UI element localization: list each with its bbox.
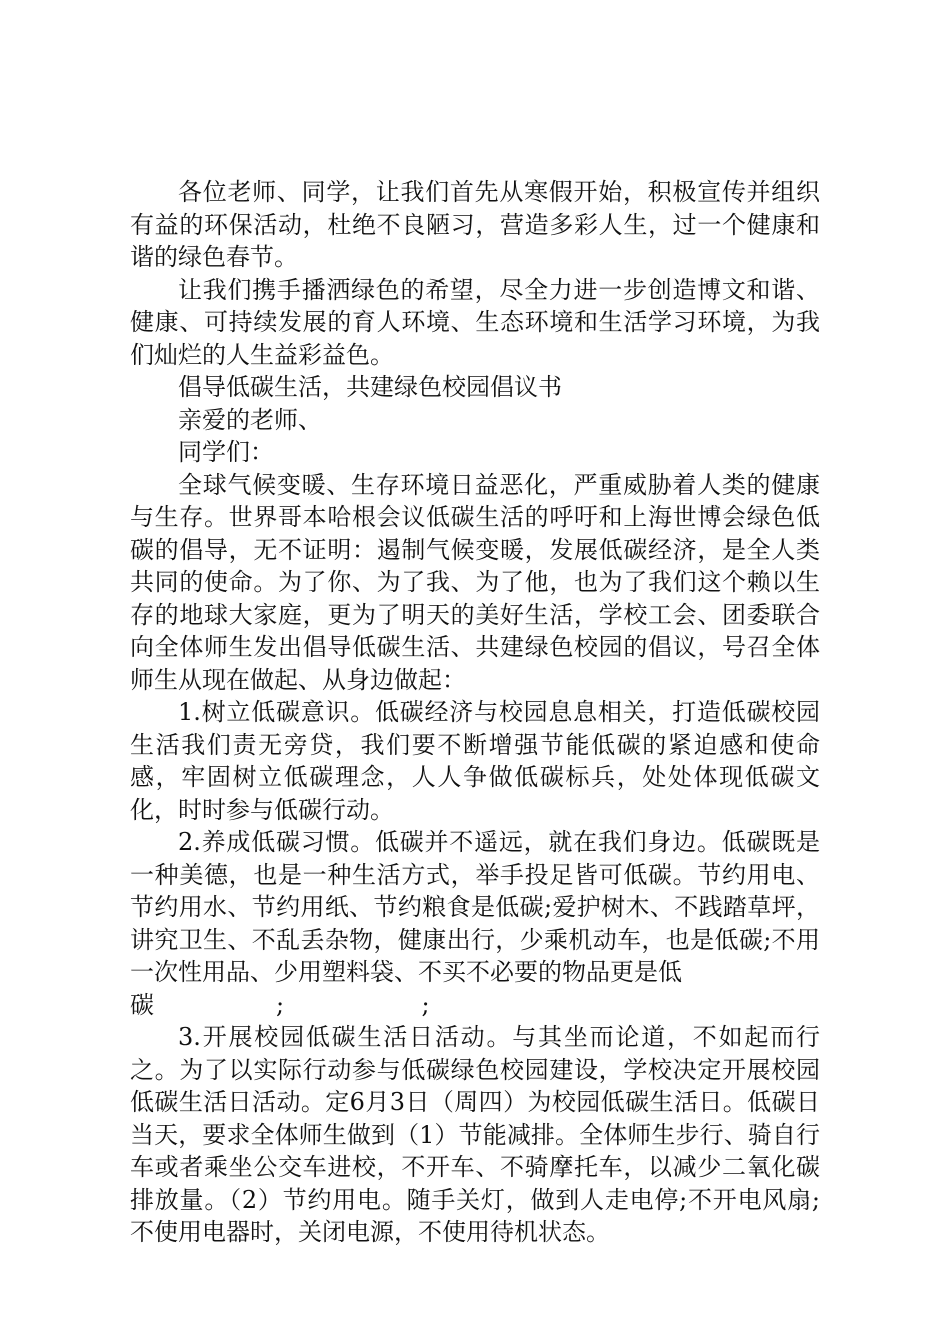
paragraph-climate-intro: 全球气候变暖、生存环境日益恶化，严重威胁着人类的健康与生存。世界哥本哈根会议低碳生活的呼吁和上海世博会绿色低碳的倡导，无不证明：遏制气候变暖，发展低碳经济，是全人类共同的使命。为了你、为了我、为了他，也为了我们这个赖以生存的地球大家庭，更为了明天的美好生活，学校工会、团委联合向全体师生发出倡导低碳生活、共建绿色校园的倡议，号召全体师生从现在做起、从身边做起： xyxy=(130,470,820,694)
proposal-title: 倡导低碳生活，共建绿色校园倡议书 xyxy=(178,373,562,401)
paragraph-green-hope: 让我们携手播洒绿色的希望，尽全力进一步创造博文和谐、健康、可持续发展的育人环境、生态环境和生活学习环境，为我们灿烂的人生益彩益色。 xyxy=(130,275,820,369)
salutation-students: 同学们： xyxy=(178,438,274,466)
paragraph-item-2: 2.养成低碳习惯。低碳并不遥远，就在我们身边。低碳既是一种美德，也是一种生活方式，举手投足皆可低碳。节约用电、节约用水、节约用纸、节约粮食是低碳;爱护树木、不践踏草坪，讲究卫生、不乱丢杂物，健康出行，少乘机动车，也是低碳;不用一次性用品、少用塑料袋、不买不必要的物品更是低 xyxy=(130,828,820,986)
salutation-teachers: 亲爱的老师、 xyxy=(178,405,322,434)
paragraph-winter-activities: 各位老师、同学，让我们首先从寒假开始，积极宣传并组织有益的环保活动，杜绝不良陋习，营造多彩人生，过一个健康和谐的绿色春节。 xyxy=(130,178,820,271)
paragraph-item-1: 1.树立低碳意识。低碳经济与校园息息相关，打造低碳校园生活我们责无旁贷，我们要不断增强节能低碳的紧迫感和使命感，牢固树立低碳理念，人人争做低碳标兵，处处体现低碳文化，时时参与低碳行动。 xyxy=(130,698,820,824)
paragraph-item-3: 3.开展校园低碳生活日活动。与其坐而论道，不如起而行之。为了以实际行动参与低碳绿色校园建设，学校决定开展校园低碳生活日活动。定6月3日（周四）为校园低碳生活日。低碳日当天，要求全体师生做到（1）节能减排。全体师生步行、骑自行车或者乘坐公交车进校，不开车、不骑摩托车，以减少二氧化碳排放量。（2）节约用电。随手关灯，做到人走电停;不开电风扇;不使用电器时，关闭电源，不使用待机状态。 xyxy=(130,1023,820,1246)
document-body xyxy=(130,176,820,1249)
paragraph-item-2-continuation: 碳 ; ; xyxy=(130,990,430,1019)
